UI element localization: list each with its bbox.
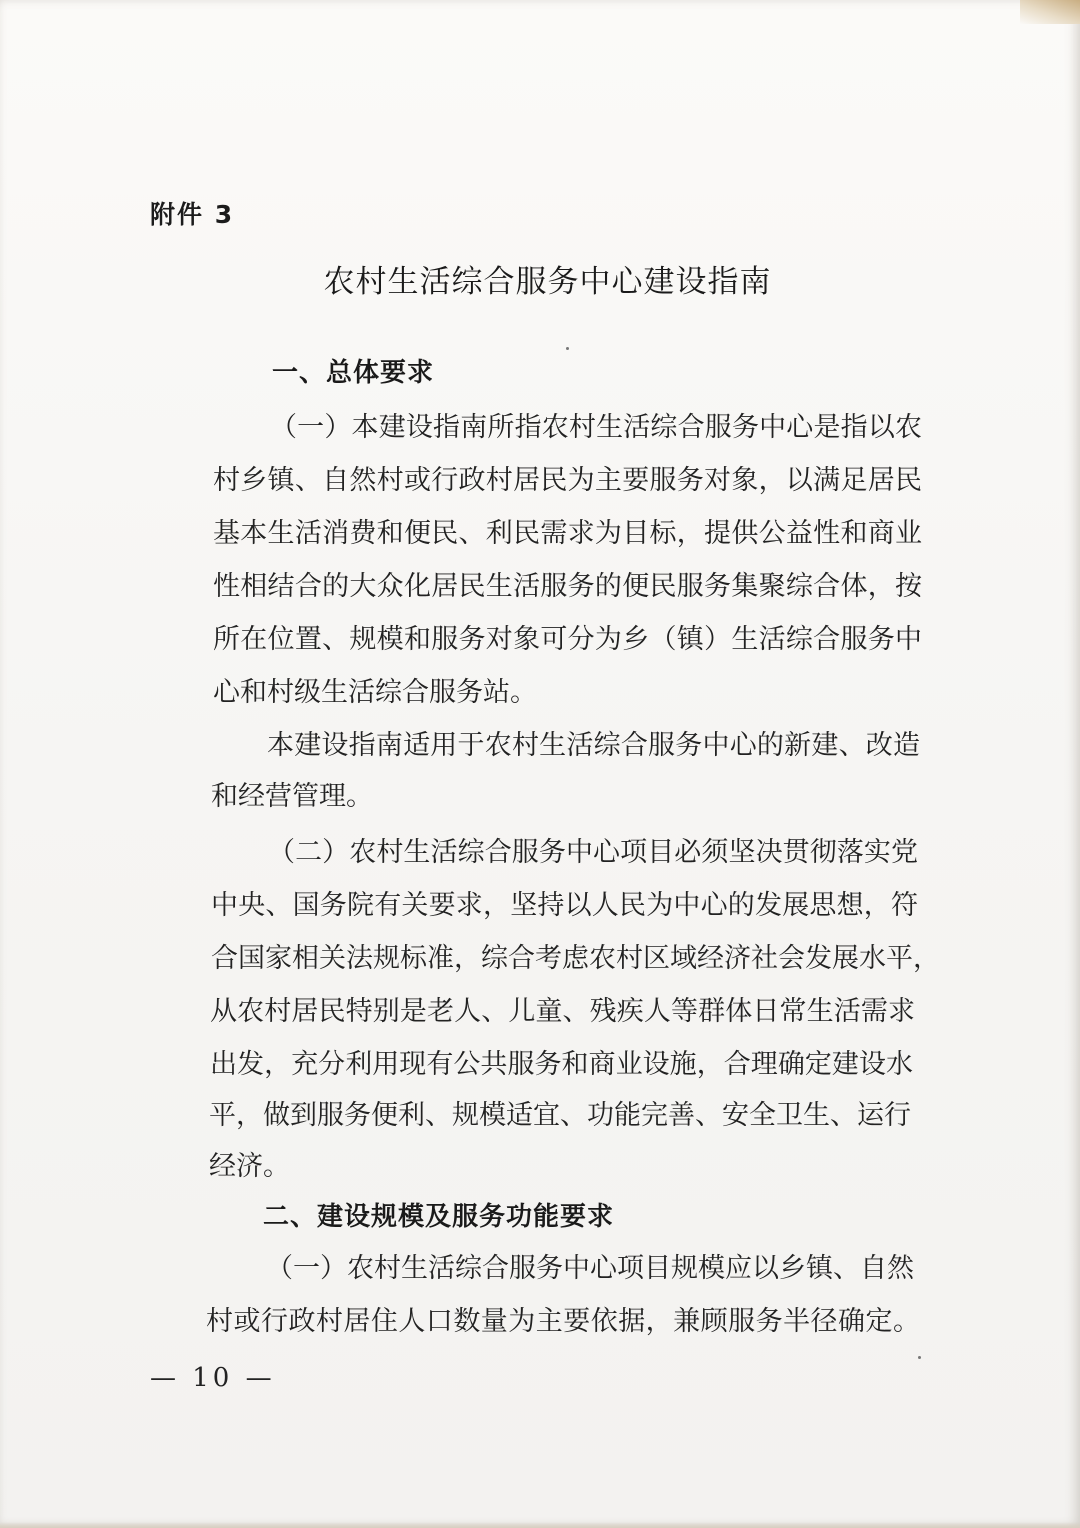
- page-edge: [0, 1522, 1080, 1528]
- paragraph-line: 从农村居民特别是老人、儿童、残疾人等群体日常生活需求: [210, 996, 915, 1027]
- section-heading-general-requirements: 一、总体要求: [272, 358, 435, 388]
- paragraph-line: 村或行政村居住人口数量为主要依据，兼顾服务半径确定。: [206, 1306, 920, 1337]
- document-title: 农村生活综合服务中心建设指南: [323, 264, 772, 300]
- paragraph-line: 经济。: [209, 1151, 290, 1182]
- paragraph-line: 出发，充分利用现有公共服务和商业设施，合理确定建设水: [210, 1049, 913, 1080]
- paragraph-line: （一）本建设指南所指农村生活综合服务中心是指以农: [270, 412, 922, 443]
- section-heading-scale-and-functions: 二、建设规模及服务功能要求: [263, 1202, 615, 1232]
- paragraph-line: 平，做到服务便利、规模适宜、功能完善、安全卫生、运行: [209, 1100, 911, 1131]
- paper-speck: [566, 347, 569, 350]
- paragraph-line: 本建设指南适用于农村生活综合服务中心的新建、改造: [267, 730, 920, 761]
- paragraph-line: 性相结合的大众化居民生活服务的便民服务集聚综合体，按: [213, 571, 922, 602]
- paper-speck: [918, 1356, 921, 1359]
- attachment-label: 附件 3: [150, 200, 235, 229]
- page-number: — 10 —: [150, 1363, 276, 1393]
- paragraph-line: 所在位置、规模和服务对象可分为乡（镇）生活综合服务中: [213, 624, 922, 655]
- paragraph-line: 中央、国务院有关要求，坚持以人民为中心的发展思想，符: [211, 890, 918, 921]
- paragraph-line: 和经营管理。: [211, 781, 373, 812]
- paragraph-line: 合国家相关法规标准，综合考虑农村区域经济社会发展水平，: [211, 943, 940, 974]
- paragraph-line: 村乡镇、自然村或行政村居民为主要服务对象，以满足居民: [213, 465, 922, 496]
- page-corner: [1020, 0, 1080, 24]
- paragraph-line: 基本生活消费和便民、利民需求为目标，提供公益性和商业: [213, 518, 922, 549]
- paragraph-line: （二）农村生活综合服务中心项目必须坚决贯彻落实党: [268, 837, 918, 868]
- paragraph-line: （一）农村生活综合服务中心项目规模应以乡镇、自然: [266, 1253, 914, 1284]
- paragraph-line: 心和村级生活综合服务站。: [213, 677, 537, 708]
